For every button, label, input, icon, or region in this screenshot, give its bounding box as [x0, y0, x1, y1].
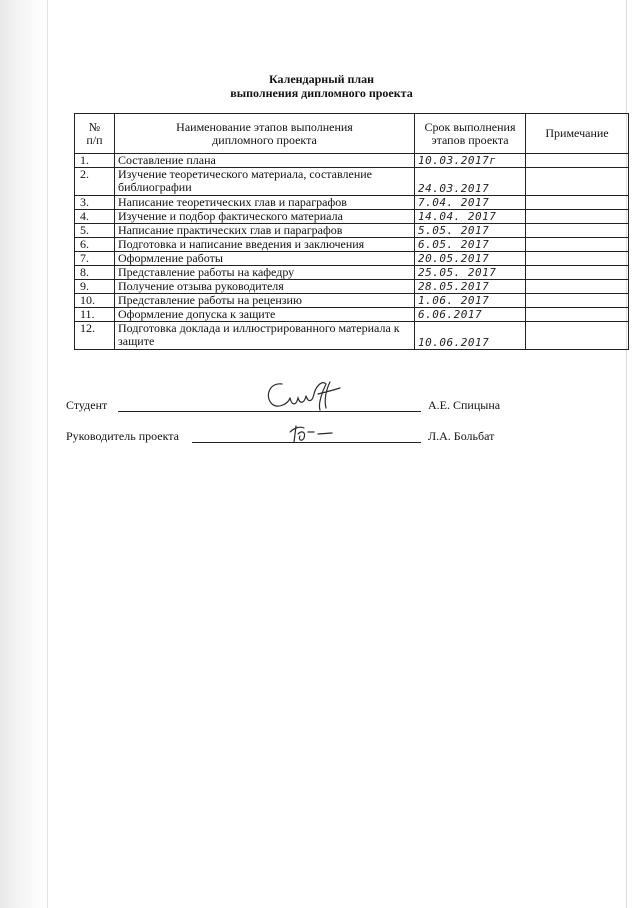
row-note: [526, 168, 629, 196]
row-note: [526, 280, 629, 294]
table-row: [75, 266, 629, 280]
row-num: 10.: [75, 294, 115, 308]
table-row: [75, 322, 629, 350]
row-num: 12.: [75, 322, 115, 350]
row-stage: Представление работы на рецензию: [115, 294, 415, 308]
row-date: 6.06.2017: [415, 308, 526, 322]
row-note: [526, 154, 629, 168]
row-note: [526, 196, 629, 210]
table-row: [75, 294, 629, 308]
title-line-2: выполнения дипломного проекта: [230, 86, 413, 100]
row-stage: Написание теоретических глав и параграфов: [115, 196, 415, 210]
table-header-row: [75, 114, 629, 154]
row-date: 24.03.2017: [415, 168, 526, 196]
student-signature-scrawl: [260, 376, 350, 416]
row-stage: Изучение и подбор фактического материала: [115, 210, 415, 224]
row-note: [526, 322, 629, 350]
row-stage: Оформление допуска к защите: [115, 308, 415, 322]
page-title: [0, 72, 643, 100]
row-num: 11.: [75, 308, 115, 322]
row-note: [526, 238, 629, 252]
row-note: [526, 308, 629, 322]
row-num: 2.: [75, 168, 115, 196]
row-date: 7.04. 2017: [415, 196, 526, 210]
student-label: Студент: [66, 398, 108, 412]
row-num: 1.: [75, 154, 115, 168]
header-note: Примечание: [526, 114, 629, 154]
row-note: [526, 210, 629, 224]
row-stage: Подготовка и написание введения и заключения: [115, 238, 415, 252]
row-date: 6.05. 2017: [415, 238, 526, 252]
advisor-signature-scrawl: [284, 418, 340, 444]
student-name: А.Е. Спицына: [428, 398, 501, 412]
row-num: 5.: [75, 224, 115, 238]
table-row: [75, 224, 629, 238]
scan-edge-line: [47, 0, 48, 908]
table-row: [75, 252, 629, 266]
table-row: [75, 280, 629, 294]
row-date: 14.04. 2017: [415, 210, 526, 224]
row-note: [526, 224, 629, 238]
table-row: [75, 196, 629, 210]
row-stage: Получение отзыва руководителя: [115, 280, 415, 294]
row-note: [526, 294, 629, 308]
row-num: 6.: [75, 238, 115, 252]
row-num: 3.: [75, 196, 115, 210]
row-stage: Оформление работы: [115, 252, 415, 266]
row-num: 8.: [75, 266, 115, 280]
row-date: 1.06. 2017: [415, 294, 526, 308]
table-row: [75, 154, 629, 168]
row-date: 28.05.2017: [415, 280, 526, 294]
row-note: [526, 266, 629, 280]
header-deadline: Срок выполнения этапов проекта: [415, 114, 526, 154]
table-row: [75, 238, 629, 252]
row-num: 4.: [75, 210, 115, 224]
row-stage: Написание практических глав и параграфов: [115, 224, 415, 238]
title-line-1: Календарный план: [268, 72, 375, 86]
header-num: № п/п: [75, 114, 115, 154]
row-num: 9.: [75, 280, 115, 294]
header-stage: Наименование этапов выполнения дипломного проекта: [115, 114, 415, 154]
row-num: 7.: [75, 252, 115, 266]
table-row: [75, 308, 629, 322]
row-note: [526, 252, 629, 266]
row-stage: Составление плана: [115, 154, 415, 168]
row-date: 10.06.2017: [415, 322, 526, 350]
row-stage: Представление работы на кафедру: [115, 266, 415, 280]
schedule-table: [74, 113, 629, 350]
row-date: 20.05.2017: [415, 252, 526, 266]
table-row: [75, 168, 629, 196]
row-date: 25.05. 2017: [415, 266, 526, 280]
advisor-name: Л.А. Больбат: [428, 429, 495, 443]
row-stage: Изучение теоретического материала, составление библиографии: [115, 168, 415, 196]
row-stage: Подготовка доклада и иллюстрированного материала к защите: [115, 322, 415, 350]
advisor-label: Руководитель проекта: [66, 429, 179, 443]
scan-edge-shadow: [0, 0, 46, 908]
row-date: 5.05. 2017: [415, 224, 526, 238]
table-row: [75, 210, 629, 224]
row-date: 10.03.2017г: [415, 154, 526, 168]
